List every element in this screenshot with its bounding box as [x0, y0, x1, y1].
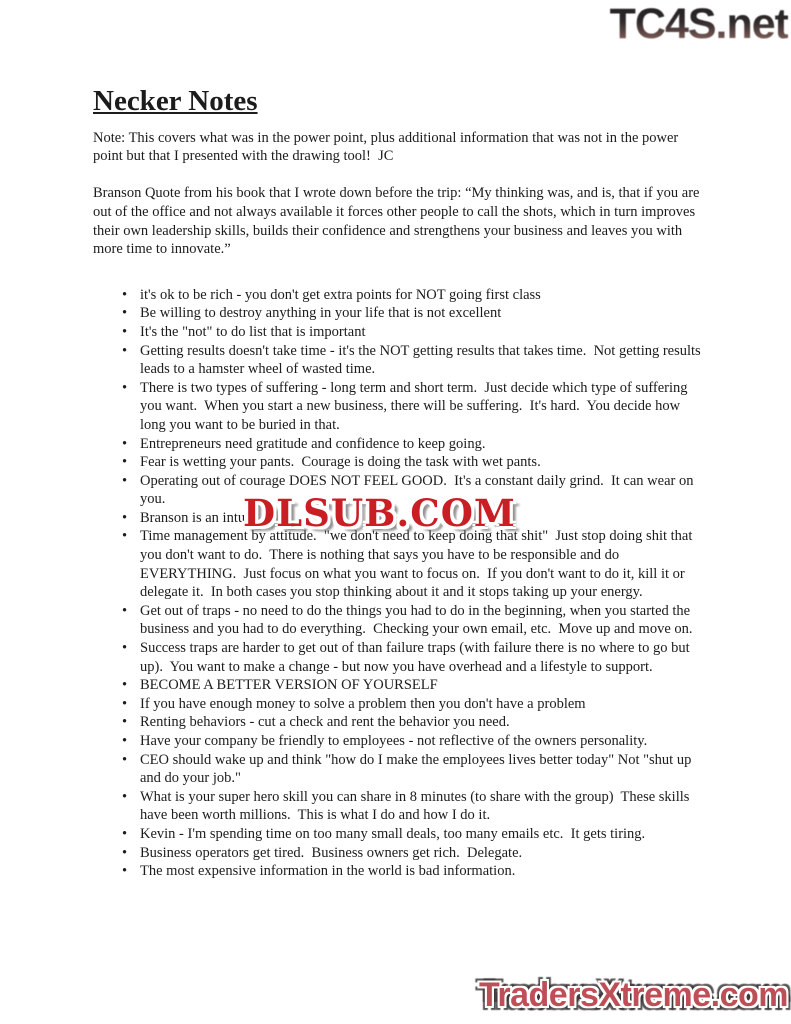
list-item: • Renting behaviors - cut a check and rent the behavior you need. [140, 713, 706, 732]
list-item: • Fear is wetting your pants. Courage is doing the task with wet pants. [140, 453, 706, 472]
list-item: • CEO should wake up and think "how do I make the employees lives better today" Not "shut up and do your job." [140, 751, 706, 788]
list-item: • Time management by attitude. "we don't need to keep doing that shit" Just stop doing shit that you don't want to do. There is nothing that says you have to be responsible and do EVERYTHING. Just focus on what you want to focus on. If you don't want to do it, kill it or delegate it. In both cases you stop thinking about it and it stops taking up your energy. [140, 527, 706, 601]
note-paragraph: Note: This covers what was in the power point, plus additional information that was not in the power point but that I presented with the drawing tool! JC [93, 129, 682, 165]
list-item: • Getting results doesn't take time - it's the NOT getting results that takes time. Not getting results leads to a hamster wheel of wasted time. [140, 342, 706, 379]
page-title: Necker Notes [93, 85, 258, 117]
list-item: • Be willing to destroy anything in your life that is not excellent [140, 304, 706, 323]
dlsub-banner-watermark: DLSUB.COM [243, 491, 516, 535]
list-item: • Entrepreneurs need gratitude and confidence to keep going. [140, 435, 706, 454]
list-item: • Have your company be friendly to employees - not reflective of the owners personality. [140, 732, 706, 751]
list-item: • Success traps are harder to get out of than failure traps (with failure there is no where to go but up). You want to make a change - but now you have overhead and a lifestyle to support. [140, 639, 706, 676]
tc4s-logo-watermark: TC4S.net [609, 0, 788, 48]
list-item: • Business operators get tired. Business owners get rich. Delegate. [140, 844, 706, 863]
document-page [93, 85, 706, 881]
list-item: • Operating out of courage DOES NOT FEEL GOOD. It's a constant daily grind. It can wear on you. [140, 472, 706, 509]
list-item: • BECOME A BETTER VERSION OF YOURSELF [140, 676, 706, 695]
notes-bullet-list [93, 286, 706, 881]
list-item: • Branson is an intuit [140, 509, 706, 528]
list-item: • What is your super hero skill you can share in 8 minutes (to share with the group) These skills have been worth millions. This is what I do and how I do it. [140, 788, 706, 825]
branson-quote-paragraph: Branson Quote from his book that I wrote down before the trip: “My thinking was, and is, that if you are out of the office and not always available it forces other people to call the shots, which in turn improves their own leadership skills, builds their confidence and strengthens your business and leaves you with more time to innovate.” [93, 185, 704, 258]
list-item: • There is two types of suffering - long term and short term. Just decide which type of suffering you want. When you start a new business, there will be suffering. It's hard. You decide how long you want to be buried in that. [140, 379, 706, 435]
list-item: • It's the "not" to do list that is important [140, 323, 706, 342]
list-item: • The most expensive information in the world is bad information. [140, 862, 706, 881]
list-item: • Get out of traps - no need to do the things you had to do in the beginning, when you started the business and you had to do everything. Checking your own email, etc. Move up and move on. [140, 602, 706, 639]
list-item: • Kevin - I'm spending time on too many small deals, too many emails etc. It gets tiring. [140, 825, 706, 844]
list-item: • If you have enough money to solve a problem then you don't have a problem [140, 695, 706, 714]
tradersxtreme-logo-watermark: TradersXtreme.com [479, 976, 788, 1014]
list-item: • it's ok to be rich - you don't get extra points for NOT going first class [140, 286, 706, 305]
